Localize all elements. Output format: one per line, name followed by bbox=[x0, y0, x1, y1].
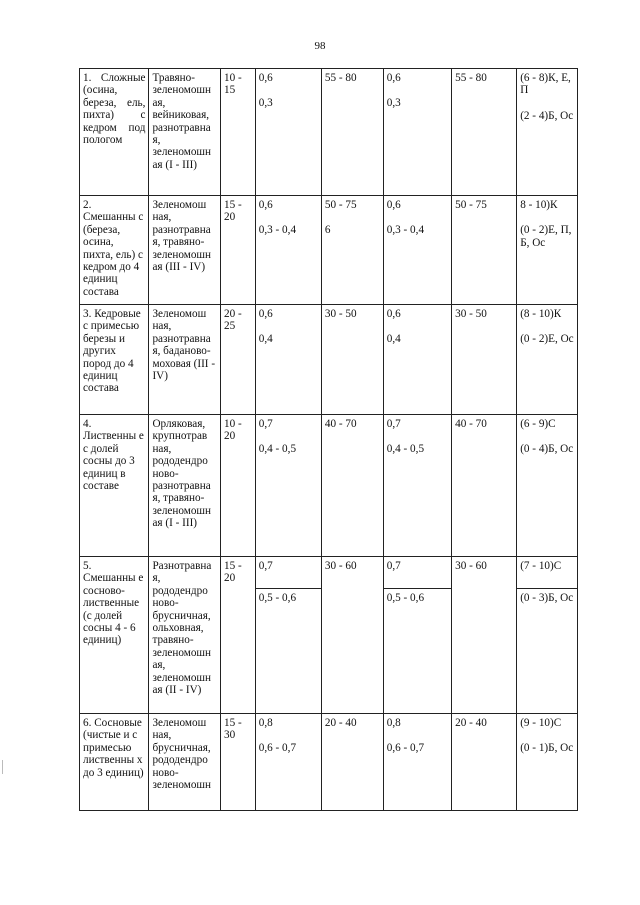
percent-cell: 30 - 50 bbox=[321, 305, 383, 415]
percent-cell: 20 - 40 bbox=[321, 714, 383, 811]
forest-group-cell: Зеленомош ная, брусничная, рододендро ново-зеленомошн bbox=[149, 714, 221, 811]
percent-cell: 40 - 70 bbox=[321, 415, 383, 557]
percent-cell: 20 - 40 bbox=[452, 714, 517, 811]
density-cell bbox=[383, 69, 451, 196]
density-lower: 0,6 - 0,7 bbox=[386, 742, 425, 755]
composition-secondary: (0 - 2)Е, П, Б, Ос bbox=[520, 224, 572, 249]
density-cell bbox=[383, 196, 451, 305]
density-cell bbox=[255, 305, 321, 415]
density-cell bbox=[255, 714, 321, 811]
forest-group-cell: Зеленомош ная, разнотравна я, травяно-зеленомошн ая (III - IV) bbox=[149, 196, 221, 305]
table-row bbox=[80, 305, 578, 415]
density-upper: 0,6 bbox=[386, 199, 401, 211]
composition-secondary: (0 - 2)Е, Ос bbox=[520, 333, 574, 346]
page-number: 98 bbox=[314, 40, 326, 52]
percent-cell: 50 - 75 bbox=[452, 196, 517, 305]
density-cell bbox=[255, 196, 321, 305]
density-lower: 0,3 bbox=[386, 97, 401, 110]
age-range-cell: 15 - 30 bbox=[221, 714, 256, 811]
forest-types-table bbox=[79, 68, 578, 811]
density-cell bbox=[255, 415, 321, 557]
density-upper: 0,8 bbox=[386, 717, 401, 729]
age-range-cell: 15 - 20 bbox=[221, 196, 256, 305]
percent-cell: 30 - 60 bbox=[321, 557, 383, 714]
table-row bbox=[80, 69, 578, 196]
composition-main: (6 - 9)С bbox=[520, 418, 556, 430]
percent-cell bbox=[321, 196, 383, 305]
composition-main: 8 - 10)К bbox=[520, 199, 558, 211]
forest-type-cell: 4. Лиственны е с долей сосны до 3 единиц в составе bbox=[80, 415, 149, 557]
percent-cell: 55 - 80 bbox=[452, 69, 517, 196]
density-upper: 0,6 bbox=[386, 308, 401, 320]
composition-main: (6 - 8)К, Е, П bbox=[520, 72, 571, 97]
density-upper-cell: 0,7 bbox=[383, 557, 451, 589]
scan-margin-mark bbox=[2, 760, 3, 774]
composition-main: (8 - 10)К bbox=[520, 308, 562, 320]
forest-type-cell: 3. Кедровые с примесью березы и других пород до 4 единиц состава bbox=[80, 305, 149, 415]
density-lower: 0,6 - 0,7 bbox=[258, 742, 297, 755]
age-range-cell: 10 - 15 bbox=[221, 69, 256, 196]
density-upper: 0,6 bbox=[258, 72, 273, 84]
density-cell bbox=[383, 305, 451, 415]
forest-group-cell: Травяно-зеленомошн ая, вейниковая, разнотравна я, зеленомошн ая (I - III) bbox=[149, 69, 221, 196]
percent-cell: 55 - 80 bbox=[321, 69, 383, 196]
composition-cell bbox=[517, 714, 578, 811]
forest-type-cell: 1. Сложные (осина, береза, ель, пихта) с кедром под пологом bbox=[80, 69, 149, 196]
density-upper: 0,6 bbox=[258, 308, 273, 320]
density-upper: 0,7 bbox=[386, 418, 401, 430]
density-lower: 0,3 - 0,4 bbox=[386, 224, 425, 237]
density-lower: 0,3 - 0,4 bbox=[258, 224, 297, 237]
density-upper: 0,6 bbox=[258, 199, 273, 211]
age-range-cell: 10 - 20 bbox=[221, 415, 256, 557]
composition-main: (9 - 10)С bbox=[520, 717, 562, 729]
composition-cell bbox=[517, 69, 578, 196]
table-row bbox=[80, 415, 578, 557]
composition-cell bbox=[517, 196, 578, 305]
composition-secondary: (0 - 1)Б, Ос bbox=[520, 742, 574, 755]
forest-type-cell: 5. Смешанны е сосново-лиственные (с долей сосны 4 - 6 единиц) bbox=[80, 557, 149, 714]
density-lower: 0,4 bbox=[258, 333, 273, 346]
composition-cell bbox=[517, 305, 578, 415]
percent-upper: 50 - 75 bbox=[324, 199, 357, 211]
density-upper-cell: 0,7 bbox=[255, 557, 321, 589]
forest-type-cell: 2. Смешанны с (береза, осина, пихта, ель) с кедром до 4 единиц состава bbox=[80, 196, 149, 305]
forest-group-cell: Зеленомош ная, разнотравна я, баданово-моховая (III - IV) bbox=[149, 305, 221, 415]
percent-cell: 30 - 50 bbox=[452, 305, 517, 415]
density-lower: 0,4 bbox=[386, 333, 401, 346]
density-lower-cell: 0,5 - 0,6 bbox=[383, 589, 451, 714]
density-cell bbox=[255, 69, 321, 196]
composition-main-cell: (7 - 10)С bbox=[517, 557, 578, 589]
table-row bbox=[80, 196, 578, 305]
composition-secondary: (2 - 4)Б, Ос bbox=[520, 109, 574, 122]
composition-secondary-cell: (0 - 3)Б, Ос bbox=[517, 589, 578, 714]
forest-group-cell: Разнотравна я, рододендро ново-брусничная, ольховная, травяно-зеленомошн ая, зеленомошн ая (II - IV) bbox=[149, 557, 221, 714]
composition-cell bbox=[517, 415, 578, 557]
composition-secondary: (0 - 4)Б, Ос bbox=[520, 443, 574, 456]
density-upper: 0,6 bbox=[386, 72, 401, 84]
table-row bbox=[80, 714, 578, 811]
density-lower: 0,4 - 0,5 bbox=[386, 443, 425, 456]
forest-group-cell: Орляковая, крупнотрав ная, рододендро ново-разнотравна я, травяно-зеленомошн ая (I - III) bbox=[149, 415, 221, 557]
age-range-cell: 15 - 20 bbox=[221, 557, 256, 714]
percent-cell: 30 - 60 bbox=[452, 557, 517, 714]
density-cell bbox=[383, 714, 451, 811]
density-upper: 0,8 bbox=[258, 717, 273, 729]
density-lower: 0,3 bbox=[258, 97, 273, 110]
density-cell bbox=[383, 415, 451, 557]
table-row bbox=[80, 557, 578, 589]
density-lower: 0,4 - 0,5 bbox=[258, 443, 297, 456]
age-range-cell: 20 - 25 bbox=[221, 305, 256, 415]
percent-cell: 40 - 70 bbox=[452, 415, 517, 557]
density-lower-cell: 0,5 - 0,6 bbox=[255, 589, 321, 714]
density-upper: 0,7 bbox=[258, 418, 273, 430]
percent-lower: 6 bbox=[324, 224, 331, 237]
forest-type-cell: 6. Сосновые (чистые и с примесью лиственны х до 3 единиц) bbox=[80, 714, 149, 811]
